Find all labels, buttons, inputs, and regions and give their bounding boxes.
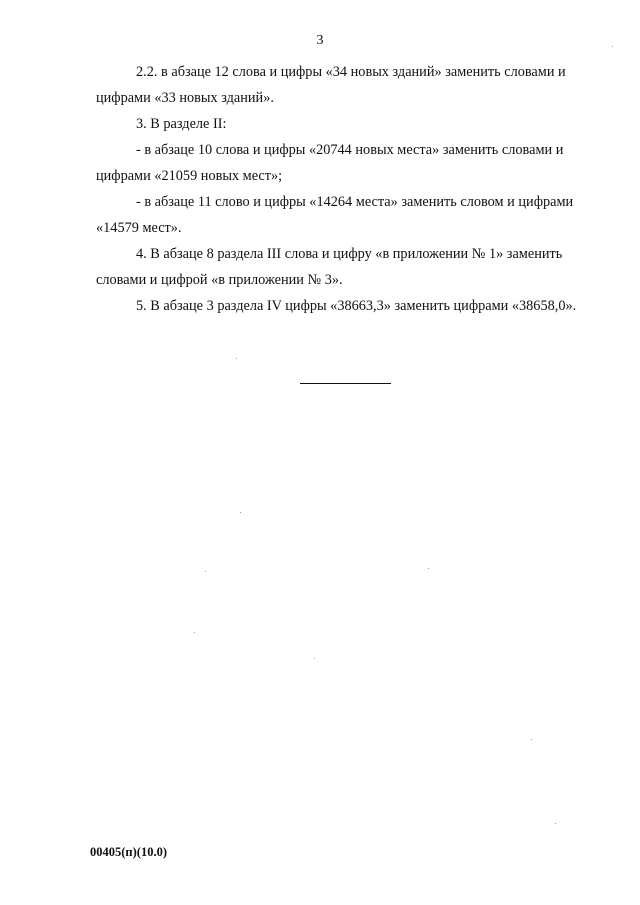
paragraph-line: цифрами «33 новых зданий». xyxy=(96,90,274,106)
paragraph-line: словами и цифрой «в приложении № 3». xyxy=(96,272,343,288)
paragraph-4 xyxy=(96,241,598,293)
paragraph-line: - в абзаце 11 слово и цифры «14264 места» заменить словом и цифрами xyxy=(136,194,574,210)
scan-speck xyxy=(612,46,613,47)
paragraph-2-2 xyxy=(96,59,598,111)
scan-speck xyxy=(555,823,556,824)
scan-speck xyxy=(194,632,195,633)
paragraph-3-item-1 xyxy=(96,137,598,189)
scan-speck xyxy=(428,568,429,569)
scan-speck xyxy=(236,358,237,359)
paragraph-line: цифрами «21059 новых мест»; xyxy=(96,168,283,184)
scan-speck xyxy=(240,512,241,513)
paragraph-line: 5. В абзаце 3 раздела IV цифры «38663,3» заменить цифрами «38658,0». xyxy=(136,298,577,314)
document-code: 00405(п)(10.0) xyxy=(90,845,167,859)
paragraph-line: 2.2. в абзаце 12 слова и цифры «34 новых зданий» заменить словами и xyxy=(136,64,566,80)
end-divider-line xyxy=(300,383,391,384)
paragraph-5 xyxy=(96,293,598,319)
scan-speck xyxy=(531,739,532,740)
scan-speck xyxy=(205,571,206,572)
scan-speck xyxy=(314,658,315,659)
paragraph-line: 3. В разделе II: xyxy=(136,116,227,132)
paragraph-3 xyxy=(96,111,598,137)
paragraph-3-item-2 xyxy=(96,189,598,241)
paragraph-line: «14579 мест». xyxy=(96,220,182,236)
document-body xyxy=(96,59,598,319)
paragraph-line: 4. В абзаце 8 раздела III слова и цифру «в приложении № 1» заменить xyxy=(136,246,563,262)
page-number: 3 xyxy=(316,33,324,48)
paragraph-line: - в абзаце 10 слова и цифры «20744 новых места» заменить словами и xyxy=(136,142,564,158)
